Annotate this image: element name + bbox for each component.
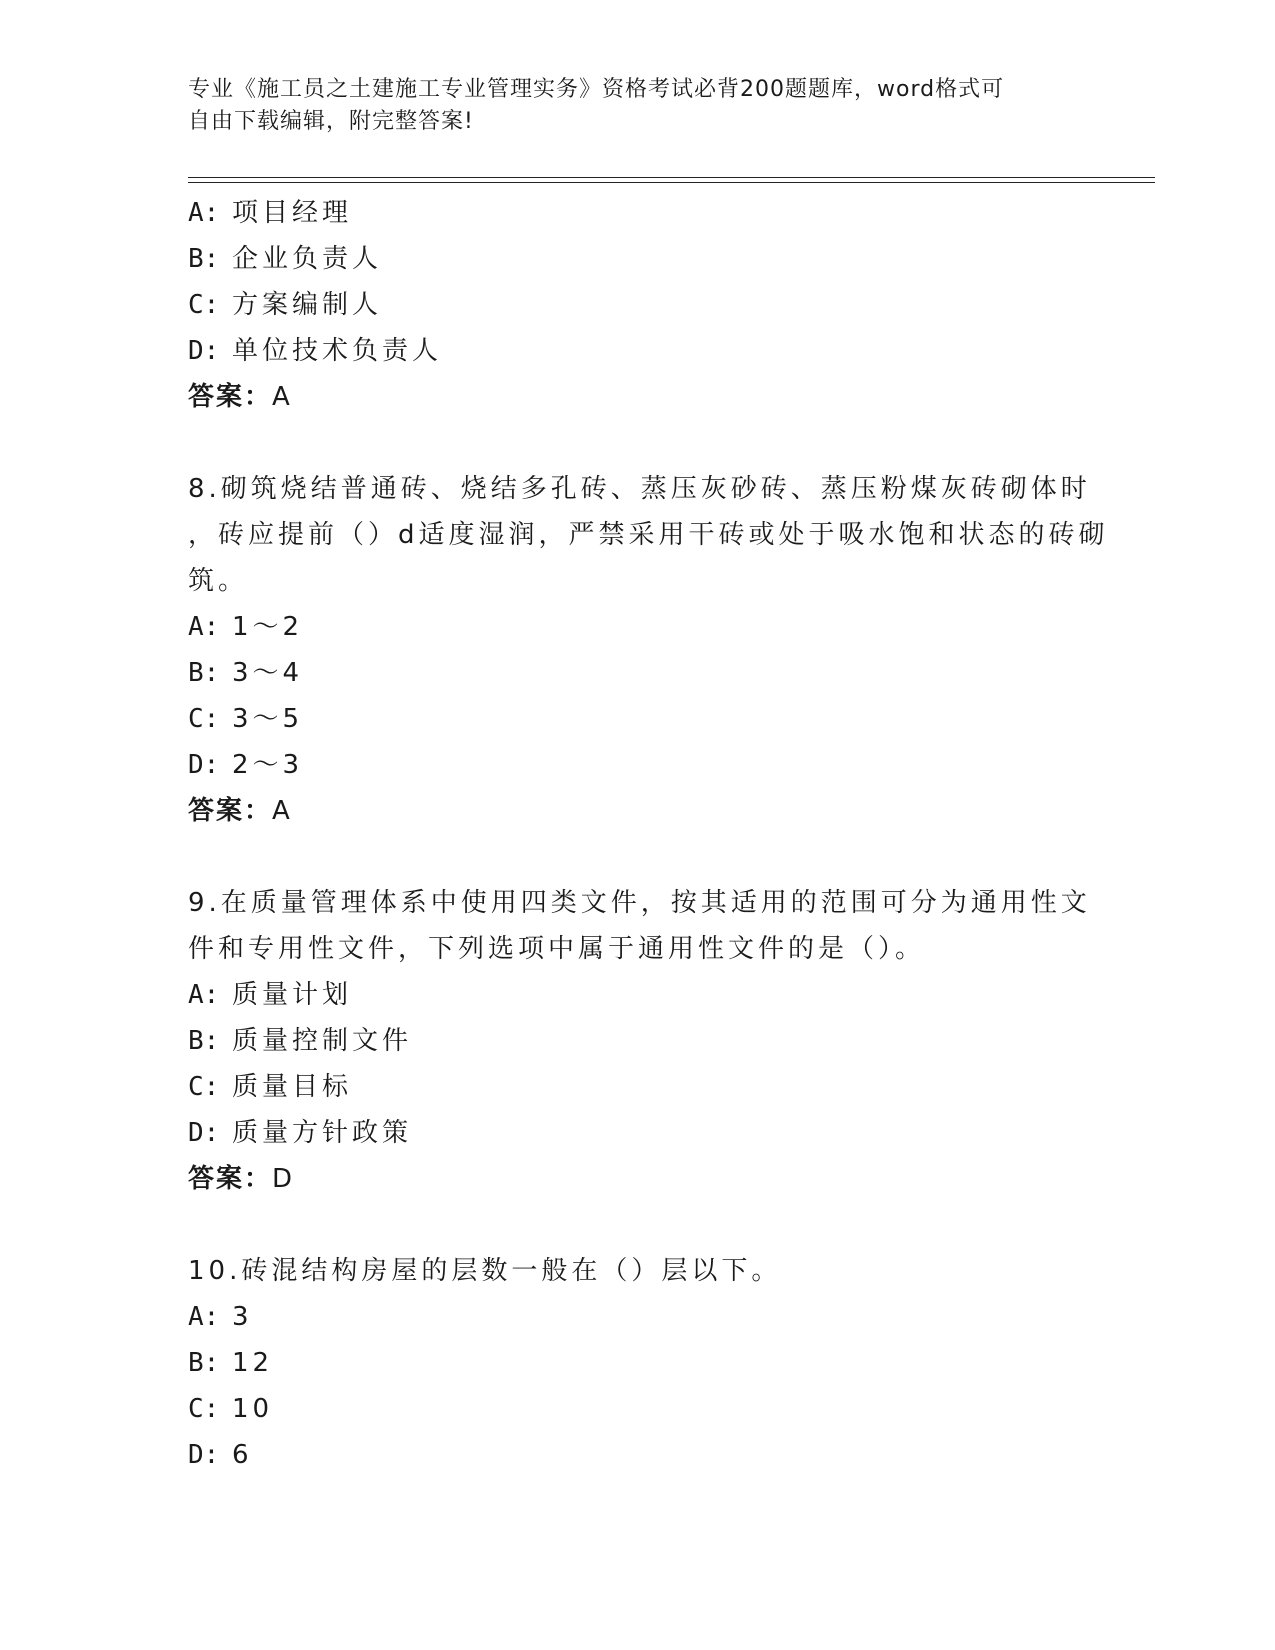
answer-value: A bbox=[272, 796, 292, 826]
option-letter: B: bbox=[188, 1026, 220, 1056]
option-letter: B: bbox=[188, 1348, 220, 1378]
option-letter: A: bbox=[188, 198, 220, 228]
option-letter: D: bbox=[188, 750, 220, 780]
option-a bbox=[188, 1294, 1088, 1340]
question-text-line: 10.砖混结构房屋的层数一般在（）层以下。 bbox=[188, 1256, 782, 1286]
option-letter: A: bbox=[188, 612, 220, 642]
option-text: 2～3 bbox=[232, 750, 304, 780]
option-a bbox=[188, 972, 1088, 1018]
option-text: 单位技术负责人 bbox=[232, 336, 443, 366]
option-c bbox=[188, 1064, 1088, 1110]
answer-label: 答案： bbox=[188, 1164, 273, 1194]
option-letter: C: bbox=[188, 290, 220, 320]
question-text-line: 9.在质量管理体系中使用四类文件，按其适用的范围可分为通用性文 bbox=[188, 888, 1091, 918]
answer-value: D bbox=[272, 1164, 295, 1194]
answer-line bbox=[188, 1156, 1088, 1202]
option-text: 3～5 bbox=[232, 704, 304, 734]
question-text-line: ，砖应提前（）d适度湿润，严禁采用干砖或处于吸水饱和状态的砖砌 bbox=[188, 520, 1109, 550]
option-text: 质量方针政策 bbox=[232, 1118, 413, 1148]
option-letter: B: bbox=[188, 244, 220, 274]
header-divider-bottom bbox=[188, 182, 1155, 183]
option-text: 企业负责人 bbox=[232, 244, 383, 274]
option-d bbox=[188, 328, 1088, 374]
header-title-line-2: 自由下载编辑，附完整答案! bbox=[188, 109, 474, 134]
answer-line bbox=[188, 374, 1088, 420]
option-letter: D: bbox=[188, 1118, 220, 1148]
question-text-line: 筑。 bbox=[188, 566, 249, 596]
option-letter: A: bbox=[188, 980, 220, 1010]
option-d bbox=[188, 1432, 1088, 1478]
option-letter: B: bbox=[188, 658, 220, 688]
option-letter: D: bbox=[188, 1440, 220, 1470]
option-text: 质量控制文件 bbox=[232, 1026, 413, 1056]
question-list bbox=[188, 190, 1109, 1478]
option-text: 质量目标 bbox=[232, 1072, 353, 1102]
option-text: 3～4 bbox=[232, 658, 304, 688]
question-10 bbox=[188, 1248, 1088, 1478]
question-9 bbox=[188, 880, 1091, 1202]
option-text: 1～2 bbox=[232, 612, 304, 642]
option-letter: D: bbox=[188, 336, 220, 366]
option-text: 10 bbox=[232, 1394, 274, 1424]
answer-line bbox=[188, 788, 1088, 834]
option-text: 项目经理 bbox=[232, 198, 353, 228]
option-letter: C: bbox=[188, 1072, 220, 1102]
answer-label: 答案： bbox=[188, 796, 273, 826]
option-b bbox=[188, 1340, 1088, 1386]
option-text: 方案编制人 bbox=[232, 290, 383, 320]
option-b bbox=[188, 236, 1088, 282]
option-d bbox=[188, 742, 1088, 788]
option-text: 质量计划 bbox=[232, 980, 353, 1010]
option-c bbox=[188, 1386, 1088, 1432]
question-8 bbox=[188, 466, 1109, 834]
option-text: 6 bbox=[232, 1440, 253, 1470]
option-d bbox=[188, 1110, 1088, 1156]
document-header bbox=[188, 74, 1068, 138]
option-b bbox=[188, 650, 1088, 696]
question-7-continued bbox=[188, 190, 1088, 420]
option-a bbox=[188, 190, 1088, 236]
question-text-line: 件和专用性文件，下列选项中属于通用性文件的是（）。 bbox=[188, 934, 926, 964]
option-c bbox=[188, 282, 1088, 328]
header-divider-top bbox=[188, 177, 1155, 178]
option-letter: C: bbox=[188, 704, 220, 734]
option-text: 12 bbox=[232, 1348, 274, 1378]
answer-value: A bbox=[272, 382, 292, 412]
option-letter: A: bbox=[188, 1302, 220, 1332]
option-a bbox=[188, 604, 1088, 650]
option-c bbox=[188, 696, 1088, 742]
option-letter: C: bbox=[188, 1394, 220, 1424]
option-b bbox=[188, 1018, 1088, 1064]
header-title-line-1: 专业《施工员之土建施工专业管理实务》资格考试必背200题题库，word格式可 bbox=[188, 77, 1005, 102]
question-text-line: 8.砌筑烧结普通砖、烧结多孔砖、蒸压灰砂砖、蒸压粉煤灰砖砌体时 bbox=[188, 474, 1091, 504]
option-text: 3 bbox=[232, 1302, 253, 1332]
answer-label: 答案： bbox=[188, 382, 273, 412]
